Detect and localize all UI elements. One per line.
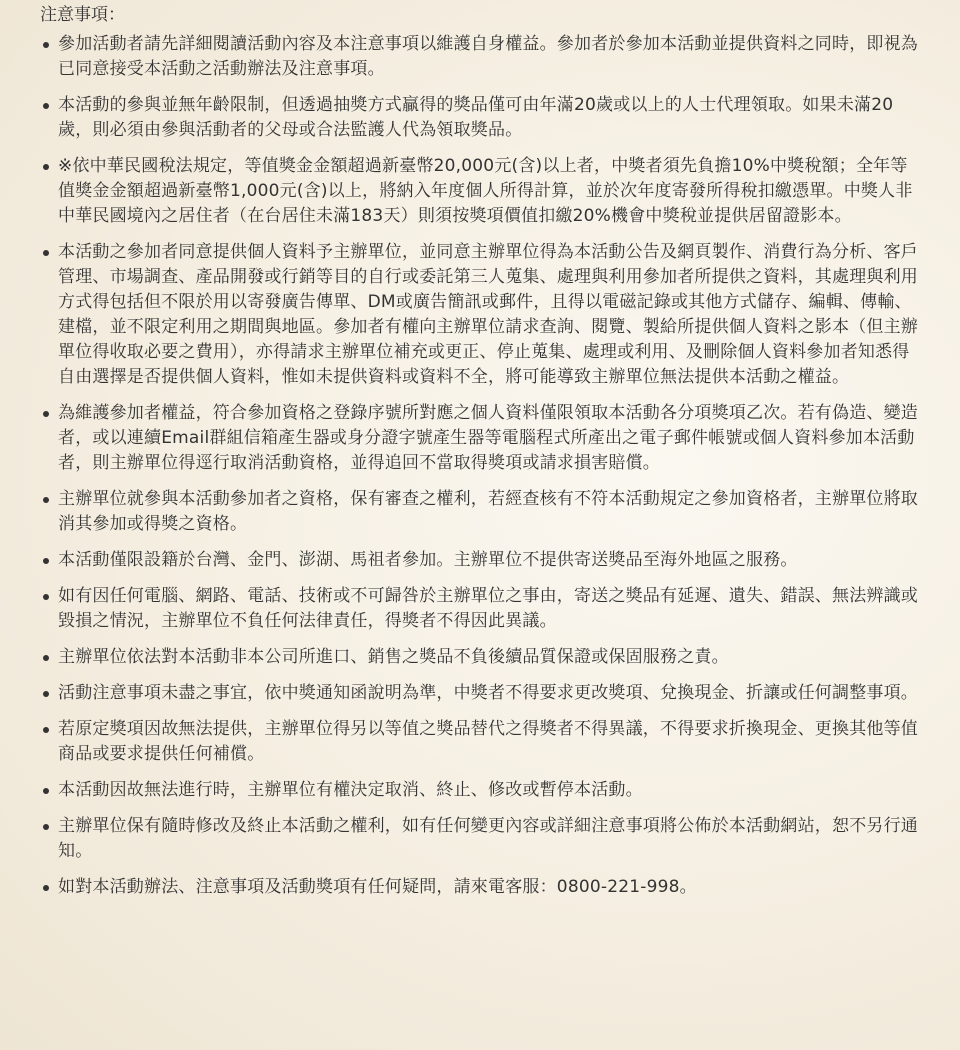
- notice-item-text: 如對本活動辦法、注意事項及活動獎項有任何疑問，請來電客服：0800-221-998。: [58, 877, 697, 897]
- notice-item: [40, 32, 918, 82]
- notice-item-text: 本活動僅限設籍於台灣、金門、澎湖、馬祖者參加。主辦單位不提供寄送獎品至海外地區之服務。: [58, 550, 798, 570]
- notice-item: [40, 487, 918, 537]
- notice-item: [40, 154, 918, 229]
- bullet-icon: [43, 824, 49, 830]
- notice-item: [40, 717, 918, 767]
- notice-item-text: 若原定獎項因故無法提供，主辦單位得另以等值之獎品替代之得獎者不得異議，不得要求折換現金、更換其他等值商品或要求提供任何補償。: [58, 719, 918, 764]
- notice-item-text: 參加活動者請先詳細閱讀活動內容及本注意事項以維護自身權益。參加者於參加本活動並提供資料之同時，即視為已同意接受本活動之活動辦法及注意事項。: [58, 34, 918, 79]
- notice-item-text: 本活動因故無法進行時，主辦單位有權決定取消、終止、修改或暫停本活動。: [58, 780, 643, 800]
- notice-item: [40, 681, 918, 706]
- notice-item-text: 主辦單位保有隨時修改及終止本活動之權利，如有任何變更內容或詳細注意事項將公佈於本活動網站，恕不另行通知。: [58, 816, 918, 861]
- notice-item-text: 本活動的參與並無年齡限制，但透過抽獎方式贏得的獎品僅可由年滿20歲或以上的人士代理領取。如果未滿20歲，則必須由參與活動者的父母或合法監護人代為領取獎品。: [58, 95, 894, 140]
- notice-item: [40, 548, 918, 573]
- bullet-icon: [43, 788, 49, 794]
- notice-item-text: 為維護參加者權益，符合參加資格之登錄序號所對應之個人資料僅限領取本活動各分項獎項乙次。若有偽造、變造者，或以連續Email群組信箱產生器或身分證字號產生器等電腦程式所產出之電子郵件帳號或個人資料參加本活動者，則主辦單位得逕行取消活動資格，並得追回不當取得獎項或請求損害賠償。: [58, 403, 918, 473]
- notice-item: [40, 875, 918, 900]
- bullet-icon: [43, 727, 49, 733]
- notice-item: [40, 778, 918, 803]
- notice-item: [40, 584, 918, 634]
- notice-title: 注意事項：: [40, 5, 125, 25]
- bullet-icon: [43, 655, 49, 661]
- notice-item-text: 本活動之參加者同意提供個人資料予主辦單位，並同意主辦單位得為本活動公告及網頁製作、消費行為分析、客戶管理、市場調查、產品開發或行銷等目的自行或委託第三人蒐集、處理與利用參加者所提供之資料，其處理與利用方式得包括但不限於用以寄發廣告傳單、DM或廣告簡訊或郵件，且得以電磁記錄或其他方式儲存、編輯、傳輸、建檔，並不限定利用之期間與地區。參加者有權向主辦單位請求查詢、閱覽、製給所提供個人資料之影本（但主辦單位得收取必要之費用），亦得請求主辦單位補充或更正、停止蒐集、處理或利用、及刪除個人資料參加者知悉得自由選擇是否提供個人資料，惟如未提供資料或資料不全，將可能導致主辦單位無法提供本活動之權益。: [58, 242, 918, 387]
- notice-item-text: 活動注意事項未盡之事宜，依中獎通知函說明為準，中獎者不得要求更改獎項、兌換現金、折讓或任何調整事項。: [58, 683, 918, 703]
- notice-item: [40, 93, 918, 143]
- notice-item: [40, 240, 918, 390]
- notice-item: [40, 645, 918, 670]
- notice-item-text: 主辦單位就參與本活動參加者之資格，保有審查之權利，若經查核有不符本活動規定之參加資格者，主辦單位將取消其參加或得獎之資格。: [58, 489, 918, 534]
- bullet-icon: [43, 42, 49, 48]
- bullet-icon: [43, 164, 49, 170]
- bullet-icon: [43, 885, 49, 891]
- bullet-icon: [43, 558, 49, 564]
- notice-item-text: 主辦單位依法對本活動非本公司所進口、銷售之獎品不負後續品質保證或保固服務之責。: [58, 647, 729, 667]
- notice-item: [40, 814, 918, 864]
- notice-list: [40, 32, 918, 900]
- bullet-icon: [43, 411, 49, 417]
- bullet-icon: [43, 103, 49, 109]
- bullet-icon: [43, 497, 49, 503]
- notice-item: [40, 401, 918, 476]
- notice-item-text: ※依中華民國稅法規定，等值獎金金額超過新臺幣20,000元(含)以上者，中獎者須先負擔10%中獎稅額；全年等值獎金金額超過新臺幣1,000元(含)以上，將納入年度個人所得計算，並於次年度寄發所得稅扣繳憑單。中獎人非中華民國境內之居住者（在台居住未滿183天）則須按獎項價值扣繳20%機會中獎稅並提供居留證影本。: [58, 156, 913, 226]
- bullet-icon: [43, 691, 49, 697]
- notice-item-text: 如有因任何電腦、網路、電話、技術或不可歸咎於主辦單位之事由，寄送之獎品有延遲、遺失、錯誤、無法辨識或毀損之情況，主辦單位不負任何法律責任，得獎者不得因此異議。: [58, 586, 918, 631]
- bullet-icon: [43, 594, 49, 600]
- bullet-icon: [43, 250, 49, 256]
